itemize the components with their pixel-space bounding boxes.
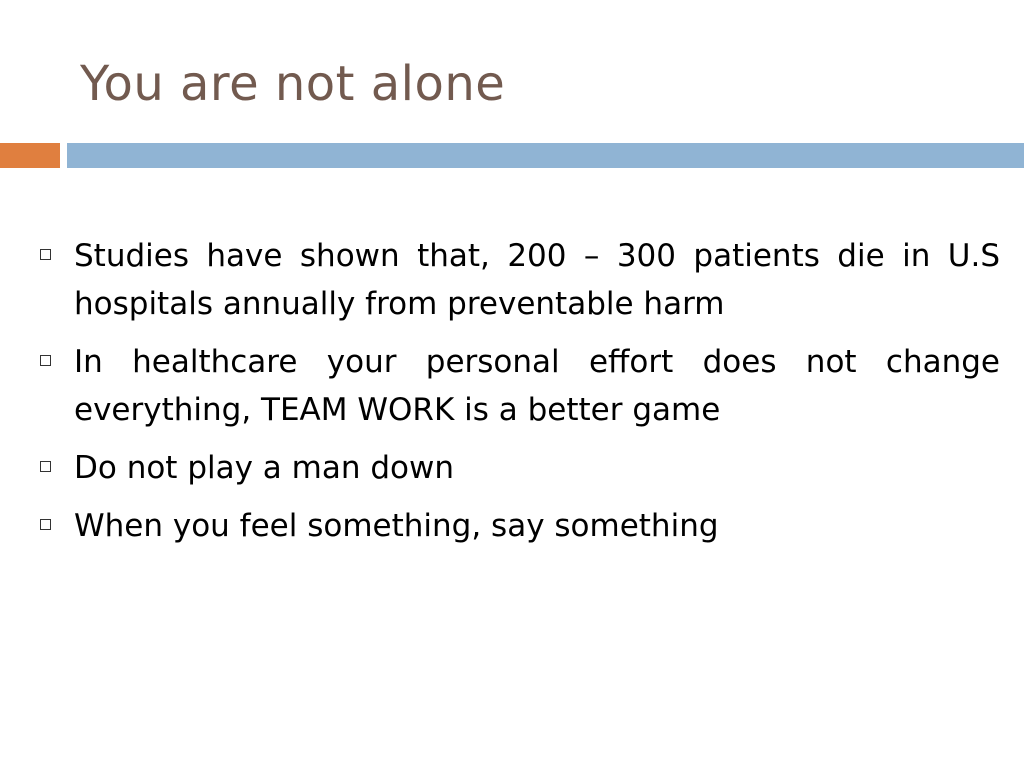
title-accent-bar [0,143,60,168]
bullet-item [40,502,1000,550]
bullet-item [40,232,1000,328]
square-bullet-icon [40,355,51,366]
bullet-text: In healthcare your personal effort does not change everything, TEAM WORK is a better game [74,344,1000,428]
title-rule-bar [67,143,1024,168]
bullet-item [40,338,1000,434]
bullet-item [40,444,1000,492]
bullet-text: Do not play a man down [74,450,454,486]
bullet-text: Studies have shown that, 200 – 300 patients die in U.S hospitals annually from preventable harm [74,238,1000,322]
slide-title: You are not alone [80,56,506,112]
square-bullet-icon [40,461,51,472]
square-bullet-icon [40,519,51,530]
bullet-list [40,232,1000,560]
bullet-text: When you feel something, say something [74,508,719,544]
square-bullet-icon [40,249,51,260]
